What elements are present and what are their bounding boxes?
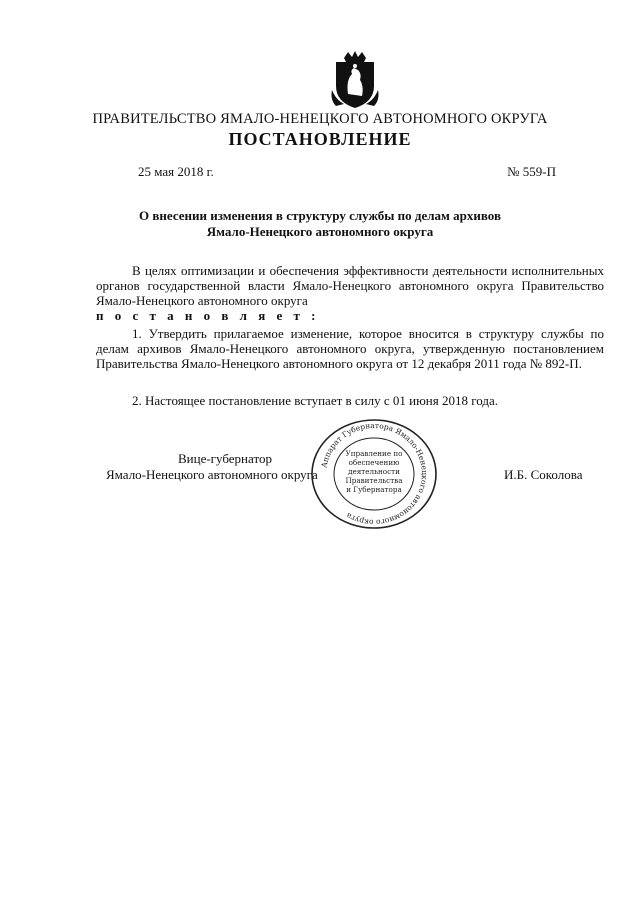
stamp-center-line-5: и Губернатора bbox=[346, 485, 402, 494]
item-2-text: 2. Настоящее постановление вступает в силу с 01 июня 2018 года. bbox=[132, 393, 499, 408]
document-type: ПОСТАНОВЛЕНИЕ bbox=[228, 129, 412, 149]
document-date: 25 мая 2018 г. bbox=[138, 164, 214, 179]
item-1-text: 1. Утвердить прилагаемое изменение, которое вносится в структуру службы по делам архивов Ямало-Ненецкого автономного округа, утвержденную постановлением Правительства Ямало-Ненецкого автономного округа от 12 декабря 2011 года № 892-П. bbox=[96, 326, 604, 371]
coat-of-arms-icon bbox=[330, 50, 380, 110]
stamp-center-line-2: обеспечению bbox=[348, 458, 400, 467]
subject-line-1: О внесении изменения в структуру службы по делам архивов bbox=[139, 208, 501, 223]
government-name: ПРАВИТЕЛЬСТВО ЯМАЛО-НЕНЕЦКОГО АВТОНОМНОГО ОКРУГА bbox=[92, 111, 548, 127]
resolves-word: п о с т а н о в л я е т : bbox=[96, 308, 320, 323]
stamp-center-line-3: деятельности bbox=[348, 467, 400, 476]
document-subject bbox=[60, 208, 580, 240]
item-1 bbox=[96, 326, 604, 371]
signer-title-line-1: Вице-губернатор bbox=[178, 451, 272, 466]
stamp-center-line-1: Управление по bbox=[345, 449, 403, 458]
intro-text: В целях оптимизации и обеспечения эффективности деятельности исполнительных органов государственной власти Ямало-Ненецкого автономного округа Правительство Ямало-Ненецкого автономного округа bbox=[96, 263, 604, 308]
stamp-ring-text: Аппарат Губернатора Ямало-Ненецкого автономного округа bbox=[319, 420, 430, 528]
stamp-center-line-4: Правительства bbox=[345, 476, 403, 485]
signer-title-line-2: Ямало-Ненецкого автономного округа bbox=[106, 467, 318, 482]
intro-paragraph bbox=[96, 263, 604, 323]
document-number: № 559-П bbox=[507, 164, 556, 179]
item-2 bbox=[96, 393, 604, 408]
signer-name: И.Б. Соколова bbox=[504, 467, 583, 482]
subject-line-2: Ямало-Ненецкого автономного округа bbox=[206, 224, 434, 239]
official-stamp-icon bbox=[308, 418, 440, 530]
